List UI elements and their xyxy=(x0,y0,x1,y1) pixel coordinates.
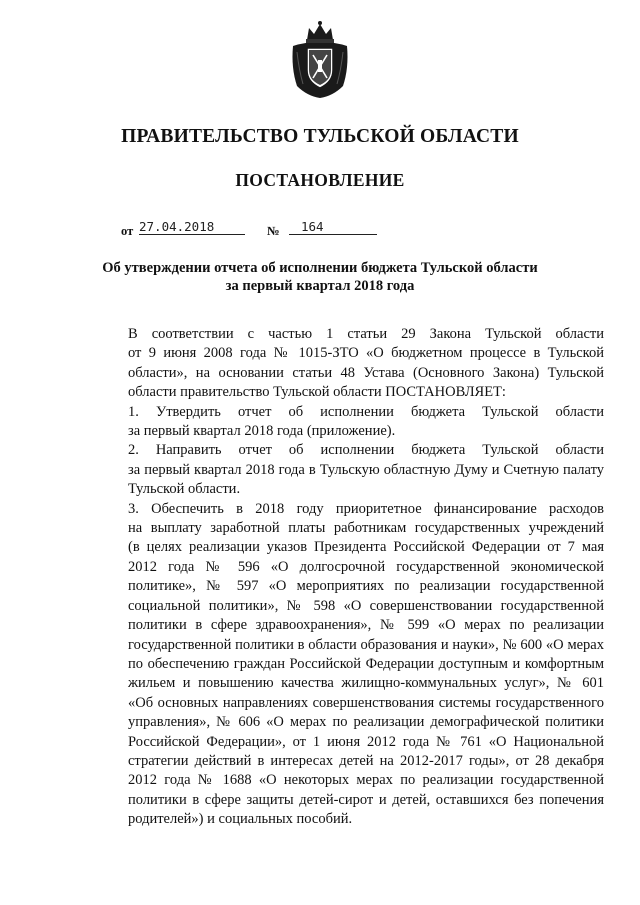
text-line: управления», № 606 «О мерах по реализации демографической политики xyxy=(128,714,604,731)
text-line: «Об основных направлениях совершенствования системы государственного xyxy=(128,694,604,711)
coat-of-arms-emblem xyxy=(289,20,351,100)
subject-line: Об утверждении отчета об исполнении бюджета Тульской области xyxy=(102,260,538,276)
number-underline xyxy=(289,234,377,235)
text-line: на выплату заработной платы работникам государственных учреждений xyxy=(128,520,604,537)
text-line: области», на основании статьи 48 Устава (Основного Закона) Тульской xyxy=(128,364,604,381)
text-line: родителей») и социальных пособий. xyxy=(128,811,353,828)
text-line: от 9 июня 2008 года № 1015-ЗТО «О бюджетном процессе в Тульской xyxy=(128,345,604,362)
organization-title: ПРАВИТЕЛЬСТВО ТУЛЬСКОЙ ОБЛАСТИ xyxy=(121,126,519,147)
document-type-title: ПОСТАНОВЛЕНИЕ xyxy=(235,170,405,190)
paragraph-item-3 xyxy=(92,500,604,830)
text-line: политике», № 597 «О мероприятиях по реализации государственной xyxy=(128,578,604,595)
text-line: 1. Утвердить отчет об исполнении бюджета Тульской области xyxy=(128,403,604,420)
text-line: по обеспечению граждан Российской Федерации доступным и комфортным xyxy=(128,655,604,672)
text-line: В соответствии с частью 1 статьи 29 Закона Тульской области xyxy=(128,326,604,342)
date-underline xyxy=(139,234,245,235)
text-line: области правительство Тульской области ПОСТАНОВЛЯЕТ: xyxy=(128,384,506,401)
number-label: № xyxy=(267,224,280,238)
number-value: 164 xyxy=(301,219,324,234)
text-line: стратегии действий в интересах детей на 2012-2017 годы», от 28 декабря xyxy=(128,752,604,769)
document-subject xyxy=(80,259,560,295)
paragraph-preamble xyxy=(92,325,604,403)
text-line: Тульской области. xyxy=(128,481,241,498)
text-line: 3. Обеспечить в 2018 году приоритетное финансирование расходов xyxy=(128,500,604,517)
text-line: 2012 года № 1688 «О некоторых мерах по реализации государственной xyxy=(128,772,604,789)
date-value: 27.04.2018 xyxy=(139,219,215,234)
paragraph-item-1 xyxy=(92,403,604,442)
text-line: политики в сфере здравоохранения», № 599 «О мерах по реализации xyxy=(128,617,604,634)
text-line: социальной политики», № 598 «О совершенствовании государственной xyxy=(128,597,604,614)
text-line: жильем и повышению качества жилищно-коммунальных услуг», № 601 xyxy=(128,675,604,692)
text-line: Российской Федерации», от 1 июня 2012 года № 761 «О Национальной xyxy=(128,733,604,750)
subject-line: за первый квартал 2018 года xyxy=(225,278,415,294)
paragraph-item-2 xyxy=(92,441,604,499)
text-line: за первый квартал 2018 года (приложение). xyxy=(128,423,396,440)
text-line: политики в сфере защиты детей-сирот и детей, оставшихся без попечения xyxy=(128,791,604,808)
text-line: государственной политики в области образования и науки», № 600 «О мерах xyxy=(128,636,604,653)
date-label: от xyxy=(121,224,134,238)
text-line: 2. Направить отчет об исполнении бюджета Тульской области xyxy=(128,442,604,459)
text-line: за первый квартал 2018 года в Тульскую областную Думу и Счетную палату xyxy=(128,461,604,478)
document-body xyxy=(92,325,604,830)
text-line: (в целях реализации указов Президента Российской Федерации от 7 мая xyxy=(128,539,604,556)
text-line: 2012 года № 596 «О долгосрочной государственной экономической xyxy=(128,558,604,575)
